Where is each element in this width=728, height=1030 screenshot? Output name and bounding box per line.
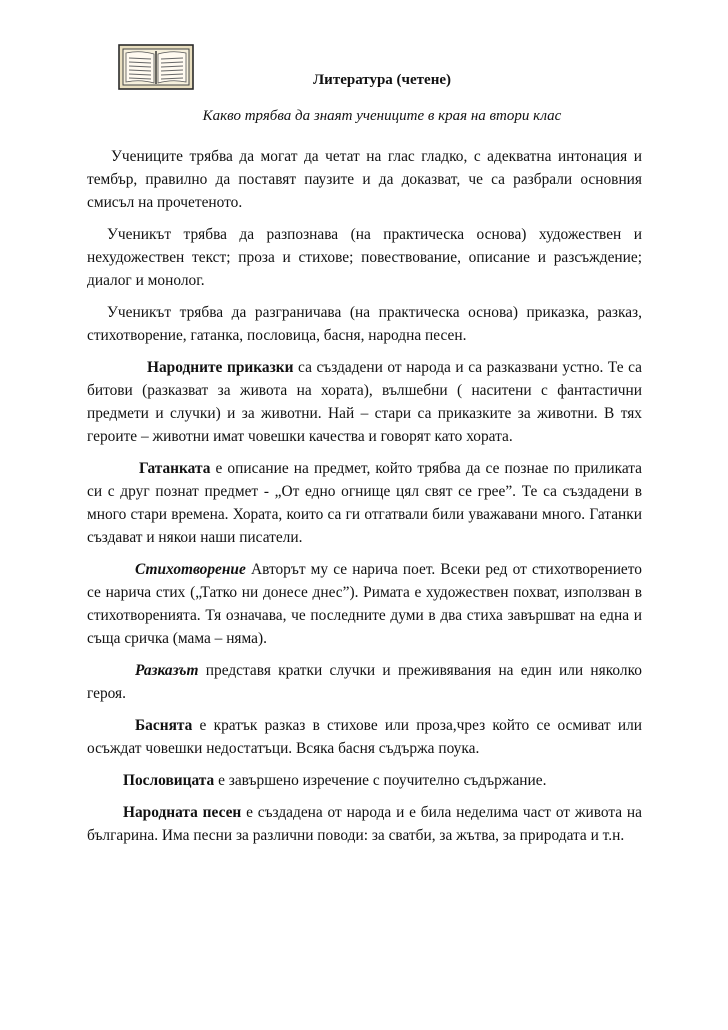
term-fable: Баснята [135, 717, 193, 734]
term-riddle: Гатанката [139, 460, 211, 477]
paragraph-text: са създадени от народа и са разказвани устно. Те са битови (разказват за живота на хората), вълшебни ( наситени с фантастични предмети и случки) и за животни. Най – стари са приказките за животни. В тях героите – животни имат човешки качества и говорят като хората. [87, 359, 642, 445]
paragraph-folk-tales [87, 356, 642, 448]
paragraph-text: представя кратки случки и преживявания на един или няколко героя. [87, 662, 642, 702]
term-folk-tales: Народните приказки [147, 359, 294, 376]
term-proverb: Пословицата [123, 772, 215, 789]
paragraph-text: е описание на предмет, който трябва да се познае по приликата си с друг познат предмет - „От едно огнище цял свят се грее”. Те са създадени в много стари времена. Хората, които са ги отгатвали били уважавани много. Гатанки създават и някои наши писатели. [87, 460, 642, 546]
paragraph-genres [87, 301, 642, 347]
paragraph-story [87, 659, 642, 705]
page-title: Литература (четене) [313, 72, 451, 88]
term-story: Разказът [135, 662, 199, 679]
paragraph-text: е завършено изречение с поучително съдържание. [214, 772, 547, 789]
document-body [87, 145, 642, 856]
paragraph-folk-song [87, 801, 642, 847]
paragraph-proverb [87, 769, 642, 792]
paragraph-fable [87, 714, 642, 760]
paragraph-text-recognition [87, 223, 642, 292]
paragraph-text: Ученикът трябва да разпознава (на практическа основа) художествен и нехудожествен текст; проза и стихове; повествование, описание и разсъждение; диалог и монолог. [87, 226, 642, 289]
paragraph-text: е кратък разказ в стихове или проза,чрез който се осмиват или осъждат човешки недостатъци. Всяка басня съдържа поука. [87, 717, 642, 757]
paragraph-text: Авторът му се нарича поет. Всеки ред от стихотворението се нарича стих („Татко ни донесе днес”). Римата е художествен похват, използван в стихотворенията. Тя означава, че последните думи в два стиха завършват на една и съща сричка (мама – няма). [87, 561, 642, 647]
paragraph-text: е създадена от народа и е била неделима част от живота на българина. Има песни за различни поводи: за сватби, за жътва, за природата и т.н. [87, 804, 642, 844]
term-folk-song: Народната песен [123, 804, 242, 821]
paragraph-text: Ученикът трябва да разграничава (на практическа основа) приказка, разказ, стихотворение, гатанка, пословица, басня, народна песен. [87, 304, 642, 344]
paragraph-text: Учениците трябва да могат да четат на глас гладко, с адекватна интонация и тембър, правилно да поставят паузите и да доказват, че са разбрали основния смисъл на прочетеното. [87, 148, 642, 211]
paragraph-reading-skills [87, 145, 642, 214]
paragraph-poem [87, 558, 642, 650]
term-poem: Стихотворение [135, 561, 246, 578]
paragraph-riddle [87, 457, 642, 549]
page-subtitle: Какво трябва да знаят учениците в края на втори клас [202, 108, 562, 124]
